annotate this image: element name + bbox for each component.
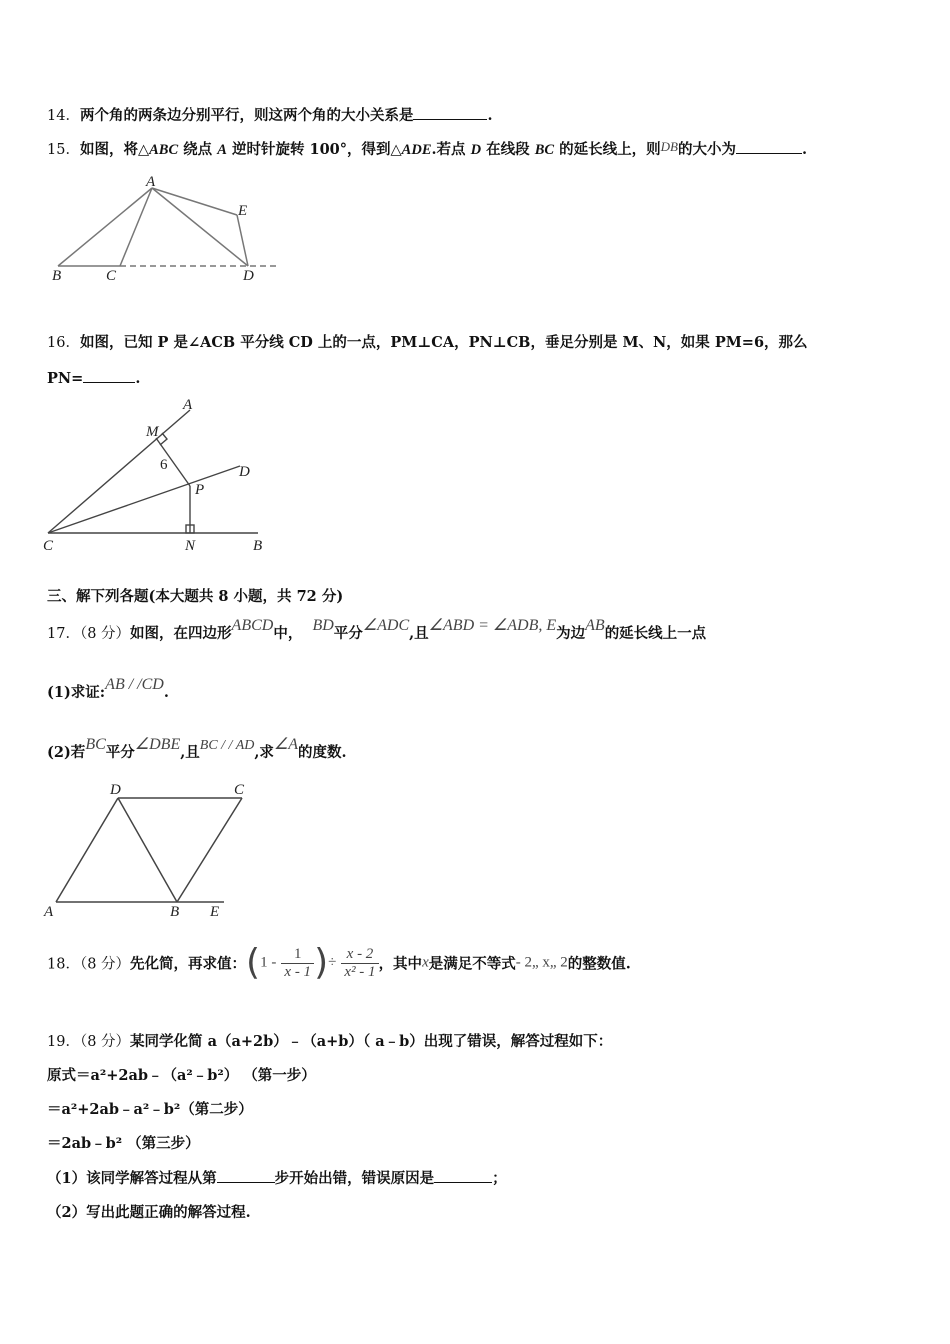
label-b: B <box>170 904 180 920</box>
question-16-line-2 <box>47 368 140 387</box>
question-19 <box>47 1030 612 1051</box>
math-bc: BC <box>534 142 555 158</box>
question-number: 18．（8 分） <box>47 956 131 973</box>
text: ，其中 <box>378 955 423 973</box>
text: (2)若 <box>47 744 86 761</box>
math-ab: AB <box>585 617 605 634</box>
text: ； <box>492 1170 507 1187</box>
math-angle-a: ∠A <box>273 736 299 753</box>
label-e: E <box>210 904 220 920</box>
text: 平分 <box>105 744 135 761</box>
text: 逆时针旋转 100°，得到△ <box>226 141 402 158</box>
question-19-part-1 <box>47 1167 507 1188</box>
label-c: C <box>106 268 117 284</box>
question-14 <box>47 104 493 125</box>
figure-17 <box>40 778 245 923</box>
numerator: 1 <box>281 946 314 964</box>
figure-16 <box>40 393 280 558</box>
text: 的整数值. <box>567 955 631 973</box>
math-db: DB <box>660 139 678 154</box>
math-abcd: ABCD <box>231 617 274 634</box>
segment-ae <box>152 188 237 215</box>
label-d: D <box>239 464 250 480</box>
answer-blank[interactable] <box>736 139 802 154</box>
text: 为边 <box>556 625 586 642</box>
math-one-minus: 1 - <box>260 954 277 971</box>
answer-blank[interactable] <box>413 105 487 120</box>
question-number: 14． <box>47 108 80 124</box>
question-19-part-2: （2）写出此题正确的解答过程. <box>47 1204 251 1221</box>
question-18 <box>47 942 631 983</box>
solution-step-2: ＝a²+2ab﹣a²﹣b²（第二步） <box>47 1101 253 1118</box>
period: . <box>801 141 808 158</box>
text: 的度数. <box>298 744 347 761</box>
right-paren: ) <box>314 942 329 983</box>
label-6: 6 <box>160 457 168 473</box>
text: 在线段 <box>481 141 535 158</box>
text: PN= <box>47 370 84 387</box>
math-ab-parallel-cd: AB / /CD <box>105 676 164 693</box>
text: 中， <box>273 625 303 642</box>
label-b: B <box>253 538 263 554</box>
question-text: 两个角的两条边分别平行，则这两个角的大小关系是 <box>79 107 414 124</box>
question-17-part-2 <box>47 736 347 762</box>
solution-step-1: 原式＝a²+2ab﹣（a²﹣b²） （第一步） <box>47 1067 316 1084</box>
segment-cb <box>177 798 242 902</box>
label-d: D <box>243 268 254 284</box>
answer-blank[interactable] <box>83 368 135 383</box>
label-c: C <box>43 538 54 554</box>
label-e: E <box>238 203 248 219</box>
question-17-part-1 <box>47 676 169 702</box>
ray-cd <box>48 466 240 533</box>
text: ,且 <box>409 625 429 642</box>
math-bc-parallel-ad: BC / / AD <box>199 738 255 753</box>
math-bd: BD <box>312 617 334 634</box>
label-a: A <box>183 397 193 413</box>
section-3-heading: 三、解下列各题(本大题共 8 小题，共 72 分) <box>47 588 344 605</box>
figure-15 <box>40 170 290 290</box>
period: . <box>163 684 169 701</box>
question-text: 某同学化简 a（a+2b）﹣（a+b）（ a﹣b）出现了错误，解答过程如下： <box>130 1033 613 1050</box>
text: 平分 <box>333 625 363 642</box>
text: 先化简，再求值： <box>130 955 247 973</box>
text: 如图，在四边形 <box>130 625 232 642</box>
question-17 <box>47 617 707 643</box>
question-number: 15． <box>47 142 80 158</box>
text: ,求 <box>254 744 274 761</box>
question-16 <box>47 331 808 352</box>
math-abc: ABC <box>149 142 179 158</box>
segment-db <box>118 798 177 902</box>
math-d: D <box>470 142 482 158</box>
question-number: 19．（8 分） <box>47 1034 131 1050</box>
math-divide: ÷ <box>328 954 337 971</box>
denominator: x - 1 <box>284 963 312 980</box>
label-p: P <box>195 482 205 498</box>
math-dbe: ∠DBE <box>134 736 181 753</box>
text: 是满足不等式 <box>428 955 516 973</box>
fraction-1 <box>281 946 314 981</box>
numerator: x - 2 <box>341 946 378 964</box>
text: （1）该同学解答过程从第 <box>47 1170 217 1187</box>
label-n: N <box>185 538 196 554</box>
denominator: x² - 1 <box>344 963 376 980</box>
left-paren: ( <box>246 942 261 983</box>
segment-ab <box>58 188 152 266</box>
segment-ac <box>120 188 152 266</box>
text: 如图，将△ <box>79 141 150 158</box>
math-adc: ∠ADC <box>362 617 410 634</box>
question-number: 17．（8 分） <box>47 626 131 642</box>
segment-da <box>56 798 118 902</box>
math-inequality: - 2„ x„ 2 <box>515 954 568 971</box>
text: .若点 <box>431 141 471 158</box>
fraction-2 <box>341 946 378 981</box>
solution-step-3: ＝2ab﹣b² （第三步） <box>47 1135 200 1152</box>
question-number: 16． <box>47 335 80 351</box>
question-text: 如图，已知 P 是∠ACB 平分线 CD 上的一点，PM⊥CA，PN⊥CB，垂足分别是 M、N，如果 PM=6，那么 <box>79 334 808 351</box>
label-b: B <box>52 268 62 284</box>
text: ,且 <box>180 744 200 761</box>
text: 步开始出错，错误原因是 <box>274 1170 435 1187</box>
segment-ad <box>152 188 248 266</box>
ray-ca <box>48 410 190 533</box>
math-x: x <box>422 954 429 971</box>
label-d: D <box>110 782 121 798</box>
answer-blank-step[interactable] <box>217 1168 275 1183</box>
answer-blank-reason[interactable] <box>434 1168 492 1183</box>
period: . <box>487 107 493 124</box>
label-a: A <box>146 174 156 190</box>
math-bc: BC <box>85 736 106 753</box>
text: (1)求证: <box>47 684 106 701</box>
text: 的延长线上一点 <box>604 625 707 642</box>
period: . <box>135 370 141 387</box>
text: 的大小为 <box>677 141 736 158</box>
math-ade: ADE <box>401 142 432 158</box>
text: 绕点 <box>178 141 218 158</box>
text: 的延长线上，则 <box>554 141 661 158</box>
label-c: C <box>234 782 245 798</box>
math-angles-equal: ∠ABD = ∠ADB, E <box>428 617 557 634</box>
label-a: A <box>44 904 54 920</box>
math-a: A <box>217 142 227 158</box>
question-15 <box>47 138 807 159</box>
label-m: M <box>146 424 159 440</box>
